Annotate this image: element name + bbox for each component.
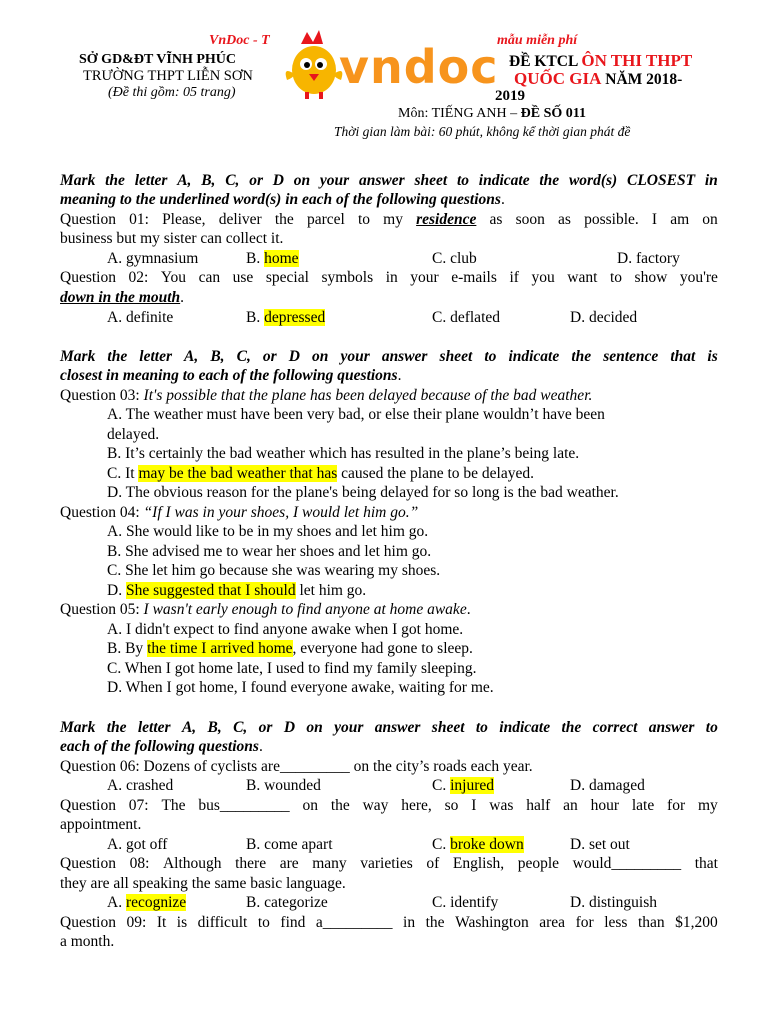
q08-option-b	[246, 893, 328, 913]
section3-instruction-word: D	[283, 719, 296, 736]
section3-instruction-word: on	[306, 719, 323, 736]
q07-word: I	[471, 797, 477, 814]
pages-note: (Đề thi gồm: 05 trang)	[108, 85, 236, 100]
q07-word: half	[526, 797, 551, 814]
q07-option-a-text: A. got off	[107, 836, 168, 853]
q08-option-b-text: B. categorize	[246, 894, 328, 911]
q01-word: parcel	[306, 211, 345, 228]
section1-instruction-word: indicate	[478, 172, 530, 189]
q03-c-highlight: may be the bad weather that has	[138, 465, 338, 482]
section2-instruction-word: to	[484, 348, 497, 365]
section3-instruction-line1	[60, 718, 718, 738]
q09-word: area	[539, 914, 566, 931]
q05-option-d: D. When I got home, I found everyone awake, waiting for me.	[107, 679, 494, 696]
q03-label: Question 03:	[60, 387, 144, 404]
q08-option-a-text: A.	[107, 894, 126, 911]
exam-year-2: 2019	[495, 88, 525, 104]
section3-instruction-word: B,	[207, 719, 222, 736]
q07-option-d	[570, 835, 630, 855]
section2-instruction-word: is	[707, 348, 718, 365]
section2-instruction-word: sheet	[439, 348, 473, 365]
q07-option-d-text: D. set out	[570, 836, 630, 853]
q06-option-c-text: C.	[432, 777, 451, 794]
q06-option-b	[246, 776, 321, 796]
q08-option-a	[107, 893, 186, 913]
section2-instruction-word: sentence	[603, 348, 659, 365]
q08-options	[0, 893, 768, 913]
q01-underlined-word: residence	[416, 211, 477, 228]
q01-word: as	[489, 211, 503, 228]
q05-b-post: , everyone had gone to sleep.	[292, 640, 473, 657]
q02-option-c-text: C. deflated	[432, 309, 501, 326]
section3-instruction-end: .	[258, 738, 263, 755]
q05-text: I wasn't early enough to find anyone at home awake	[143, 601, 467, 618]
q07-word: way	[362, 797, 389, 814]
q07-word: bus_________	[198, 797, 290, 814]
q01-option-b	[246, 249, 299, 269]
q02-option-a-text: A. definite	[107, 309, 174, 326]
q08-word: are	[279, 855, 299, 872]
section2-instruction-word: letter	[139, 348, 172, 365]
q08-stem-line1	[60, 854, 718, 874]
q09-word: than	[637, 914, 665, 931]
section2-instruction-text: closest in meaning to each of the following questions	[60, 367, 398, 384]
section1-instruction-word: or	[249, 172, 263, 189]
section3-instruction-word: answer	[648, 719, 695, 736]
section2-instruction-word: Mark	[60, 348, 96, 365]
q03-c-pre: C. It	[107, 465, 139, 482]
q08-word: varieties	[360, 855, 413, 872]
section1-instruction-text: meaning to the underlined word(s) in each of the following questions	[60, 191, 501, 208]
q01-word: as	[558, 211, 571, 228]
q01-word: my	[383, 211, 403, 228]
exam-title-prefix: ĐỀ KTCL	[509, 53, 582, 70]
vndoc-banner-left: VnDoc - T	[209, 33, 270, 48]
section3-instruction-word: sheet	[431, 719, 465, 736]
section1-instruction-word: in	[704, 172, 718, 189]
section1-instruction-word: answer	[359, 172, 405, 189]
q02-word: 02:	[128, 269, 149, 286]
section2-instruction-word: A,	[184, 348, 199, 365]
q08-option-d-text: D. distinguish	[570, 894, 657, 911]
section1-instruction-word: letter	[134, 172, 168, 189]
section1-instruction-line2	[60, 190, 505, 210]
vndoc-banner-right: mẫu miễn phí	[497, 33, 578, 48]
q08-option-d	[570, 893, 657, 913]
q09-word: Question	[60, 914, 116, 931]
q07-option-c-text: C.	[432, 836, 451, 853]
q07-word: 07:	[128, 797, 149, 814]
q09-word: for	[575, 914, 594, 931]
section3-instruction-text: each of the following questions	[60, 738, 259, 755]
q02-word: your	[410, 269, 439, 286]
q04-option-b: B. She advised me to wear her shoes and let him go.	[107, 543, 432, 560]
q01-option-b-text: B.	[246, 250, 265, 267]
q07-word: here,	[401, 797, 432, 814]
q09-word: Washington	[455, 914, 529, 931]
q02-option-b	[246, 308, 325, 328]
q09-stem-line2: a month.	[60, 933, 115, 950]
section1-instruction-word: D	[272, 172, 284, 189]
q04-d-pre: D.	[107, 582, 126, 599]
q08-word: would_________	[572, 855, 682, 872]
section3-instruction-word: your	[334, 719, 364, 736]
q02-option-d-text: D. decided	[570, 309, 638, 326]
subject-prefix: Môn: TIẾNG ANH –	[398, 106, 521, 121]
q02-word: want	[567, 269, 598, 286]
q08-word: English,	[452, 855, 505, 872]
section1-instruction-word: the	[105, 172, 125, 189]
vndoc-logo	[283, 28, 505, 100]
q05-option-a: A. I didn't expect to find anyone awake when I got home.	[107, 621, 464, 638]
q09-word: 09:	[126, 914, 147, 931]
q07-stem-line2: appointment.	[60, 816, 142, 833]
section1-instruction-word: B,	[201, 172, 216, 189]
q07-options	[0, 835, 768, 855]
q01-word: possible.	[584, 211, 639, 228]
q03-option-d: D. The obvious reason for the plane's being delayed for so long is the bad weather.	[107, 484, 619, 501]
q03-c-post: caused the plane to be delayed.	[337, 465, 534, 482]
q02-word: Question	[60, 269, 116, 286]
q04-option-c: C. She let him go because she was wearing my shoes.	[107, 562, 441, 579]
q09-word: a_________	[315, 914, 393, 931]
q03-option-a-line2: delayed.	[107, 426, 160, 443]
exam-title-line2	[514, 70, 682, 89]
q02-word: can	[198, 269, 221, 286]
q09-word: It	[156, 914, 167, 931]
q04-label: Question 04:	[60, 504, 144, 521]
q02-option-b-text: B.	[246, 309, 265, 326]
subject-line	[398, 106, 586, 122]
q09-word: find	[280, 914, 306, 931]
q01-option-c-text: C. club	[432, 250, 477, 267]
q08-word: Question	[60, 855, 116, 872]
section1-instruction-word: CLOSEST	[626, 172, 696, 189]
section1-instruction-word: Mark	[60, 172, 96, 189]
q08-option-a-highlight: recognize	[125, 894, 187, 911]
q07-option-c-highlight: broke down	[450, 836, 524, 853]
q07-word: the	[330, 797, 350, 814]
q09-word: less	[604, 914, 628, 931]
q04-option-a: A. She would like to be in my shoes and let him go.	[107, 523, 429, 540]
q02-option-c	[432, 308, 500, 328]
section1-instruction-word: the	[539, 172, 560, 189]
q08-word: Although	[162, 855, 222, 872]
chick-mascot-icon	[283, 28, 345, 100]
q06-option-c-highlight: injured	[450, 777, 494, 794]
q02-word: show	[634, 269, 668, 286]
q08-option-c-text: C. identify	[432, 894, 499, 911]
section2-instruction-word: indicate	[508, 348, 560, 365]
q06-options	[0, 776, 768, 796]
q08-word: there	[235, 855, 267, 872]
q07-option-b	[246, 835, 333, 855]
q03-option-c	[107, 464, 534, 484]
q02-word: in	[385, 269, 398, 286]
section1-instruction-line1	[60, 171, 718, 191]
section3-instruction-word: answer	[374, 719, 421, 736]
q01-word: am	[670, 211, 690, 228]
q01-stem-line1	[60, 210, 718, 230]
section3-instruction-word: A,	[181, 719, 197, 736]
q07-word: for	[667, 797, 686, 814]
q04-option-d	[107, 581, 366, 601]
q03-option-a-line1: A. The weather must have been very bad, or else their plane wouldn’t have been	[107, 406, 605, 423]
q08-word: people	[517, 855, 560, 872]
q05-option-b	[107, 639, 473, 659]
q07-option-b-text: B. come apart	[246, 836, 333, 853]
q01-word: soon	[515, 211, 545, 228]
q02-options	[0, 308, 768, 328]
q09-word: in	[403, 914, 416, 931]
section1-instruction-word: your	[319, 172, 350, 189]
section3-instruction-line2	[60, 737, 263, 757]
q05-option-c: C. When I got home late, I used to find my family sleeping.	[107, 660, 477, 677]
section3-instruction-word: the	[561, 719, 582, 736]
q02-word: to	[609, 269, 622, 286]
q02-end: .	[180, 289, 185, 306]
section2-instruction-word: D	[288, 348, 300, 365]
section2-instruction-word: answer	[381, 348, 428, 365]
q01-option-d-text: D. factory	[617, 250, 680, 267]
q08-word: many	[312, 855, 347, 872]
section3-instruction-word: or	[258, 719, 273, 736]
section2-instruction-word: the	[107, 348, 128, 365]
department-name: SỞ GD&ĐT VĨNH PHÚC	[79, 52, 237, 67]
q01-option-b-highlight: home	[264, 250, 299, 267]
q07-option-c	[432, 835, 524, 855]
section1-instruction-word: A,	[177, 172, 192, 189]
q01-word: Question	[60, 211, 116, 228]
q01-stem-line2: business but my sister can collect it.	[60, 230, 284, 247]
q07-word: my	[697, 797, 718, 814]
q01-word: on	[702, 211, 718, 228]
section1-instruction-word: word(s)	[568, 172, 618, 189]
vndoc-logo-text: vndoc	[339, 40, 499, 94]
section1-instruction-word: C,	[225, 172, 240, 189]
q07-word: on	[302, 797, 318, 814]
q05-stem	[60, 600, 471, 620]
section3-instruction-word: correct	[592, 719, 638, 736]
q02-word: you're	[679, 269, 718, 286]
q08-word: that	[694, 855, 718, 872]
section3-instruction-word: indicate	[499, 719, 551, 736]
q06-option-d	[570, 776, 645, 796]
q01-word: to	[357, 211, 371, 228]
exam-title-red2: QUỐC GIA	[514, 69, 602, 88]
section1-instruction-word: on	[293, 172, 311, 189]
q02-underlined-phrase: down in the mouth	[60, 289, 181, 306]
q02-stem-line1	[60, 268, 718, 288]
q04-stem	[60, 503, 418, 523]
q06-option-b-text: B. wounded	[246, 777, 321, 794]
q07-word: hour	[590, 797, 620, 814]
q07-stem-line1	[60, 796, 718, 816]
q08-word: 08:	[129, 855, 150, 872]
q01-word: I	[651, 211, 658, 228]
q07-option-a	[107, 835, 167, 855]
q06-option-d-text: D. damaged	[570, 777, 645, 794]
q04-text: “If I was in your shoes, I would let him go.”	[143, 504, 419, 521]
section3-instruction-word: to	[705, 719, 718, 736]
q05-b-highlight: the time I arrived home	[147, 640, 293, 657]
q09-word: $1,200	[675, 914, 718, 931]
section1-instruction-word: to	[456, 172, 469, 189]
q02-word: use	[232, 269, 254, 286]
q05-label: Question 05:	[60, 601, 144, 618]
q06-option-c	[432, 776, 494, 796]
q08-word: of	[426, 855, 440, 872]
q03-stem	[60, 386, 592, 406]
school-name: TRƯỜNG THPT LIỄN SƠN	[83, 68, 253, 84]
q02-option-d	[570, 308, 637, 328]
section2-instruction-word: that	[670, 348, 696, 365]
q07-word: was	[489, 797, 514, 814]
section3-instruction-word: letter	[137, 719, 171, 736]
q04-d-post: let him go.	[295, 582, 367, 599]
exam-time: Thời gian làm bài: 60 phút, không kể thời gian phát đề	[334, 124, 631, 139]
section3-instruction-word: C,	[233, 719, 248, 736]
q01-option-a	[107, 249, 198, 269]
q02-stem-line2	[60, 288, 184, 308]
section2-instruction-word: C,	[236, 348, 251, 365]
q06-stem: Question 06: Dozens of cyclists are_________ on the city’s roads each year.	[60, 758, 533, 775]
q05-b-pre: B. By	[107, 640, 148, 657]
q01-option-d	[617, 249, 680, 269]
q03-text: It's possible that the plane has been delayed because of the bad weather.	[143, 387, 593, 404]
section2-instruction-word: on	[312, 348, 329, 365]
q07-word: an	[563, 797, 578, 814]
q09-word: is	[176, 914, 188, 931]
q09-stem-line1	[60, 913, 718, 933]
section2-instruction-line1	[60, 347, 718, 367]
q07-word: The	[161, 797, 186, 814]
section1-instruction-word: sheet	[414, 172, 448, 189]
q01-word: 01:	[129, 211, 149, 228]
q03-option-b: B. It’s certainly the bad weather which has resulted in the plane’s being late.	[107, 445, 580, 462]
q01-option-a-text: A. gymnasium	[107, 250, 199, 267]
q07-word: late	[631, 797, 655, 814]
q07-word: Question	[60, 797, 116, 814]
q08-stem-line2: they are all speaking the same basic language.	[60, 875, 346, 892]
q01-word: deliver	[218, 211, 262, 228]
q01-options	[0, 249, 768, 269]
section2-instruction-word: B,	[210, 348, 225, 365]
q01-word: Please,	[162, 211, 206, 228]
exam-title-red1: ÔN THI THPT	[581, 51, 693, 70]
subject-code: ĐỀ SỐ 011	[520, 106, 586, 121]
q07-word: so	[444, 797, 459, 814]
q08-option-c	[432, 893, 498, 913]
q06-option-a	[107, 776, 173, 796]
exam-year: NĂM 2018-	[601, 71, 683, 88]
q02-word: special	[265, 269, 309, 286]
q09-word: difficult	[197, 914, 248, 931]
section2-instruction-word: the	[571, 348, 592, 365]
q09-word: the	[425, 914, 445, 931]
section2-instruction-line2	[60, 366, 401, 386]
q02-word: You	[160, 269, 187, 286]
q02-option-a	[107, 308, 173, 328]
section1-instruction-end: .	[500, 191, 505, 208]
q05-end: .	[466, 601, 471, 618]
q01-option-c	[432, 249, 477, 269]
section2-instruction-word: your	[340, 348, 370, 365]
q01-word: the	[274, 211, 294, 228]
q02-word: if	[509, 269, 519, 286]
q02-word: symbols	[321, 269, 374, 286]
section3-instruction-word: to	[475, 719, 488, 736]
q04-d-highlight: She suggested that I should	[125, 582, 296, 599]
section3-instruction-word: Mark	[60, 719, 96, 736]
q02-option-b-highlight: depressed	[264, 309, 326, 326]
q09-word: to	[257, 914, 270, 931]
section2-instruction-end: .	[397, 367, 402, 384]
q02-word: e-mails	[451, 269, 497, 286]
q06-option-a-text: A. crashed	[107, 777, 174, 794]
section2-instruction-word: or	[262, 348, 277, 365]
section3-instruction-word: the	[106, 719, 127, 736]
q02-word: you	[531, 269, 555, 286]
